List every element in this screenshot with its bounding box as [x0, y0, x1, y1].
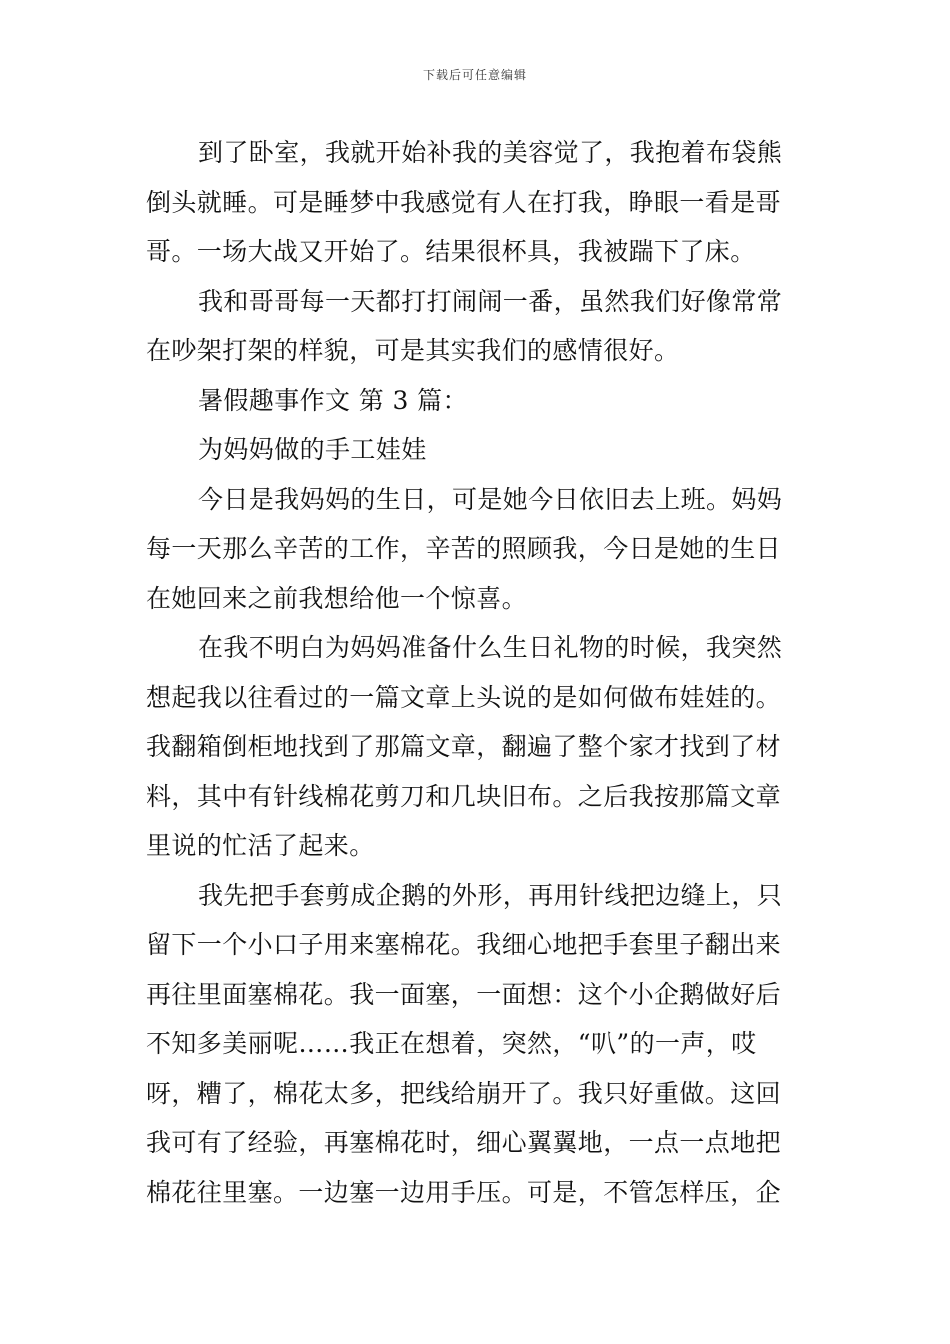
text-line: 呀，糟了，棉花太多，把线给崩开了。我只好重做。这回	[146, 1078, 782, 1108]
text-line: 想起我以往看过的一篇文章上头说的是如何做布娃娃的。	[146, 682, 782, 712]
text-line: 哥。一场大战又开始了。结果很杯具，我被踹下了床。	[146, 237, 756, 266]
text-line: 我可有了经验，再塞棉花时，细心翼翼地，一点一点地把	[146, 1128, 782, 1157]
text-line: 我和哥哥每一天都打打闹闹一番，虽然我们好像常常	[198, 286, 783, 316]
document-body	[146, 128, 810, 1217]
text-line: 每一天那么辛苦的工作，辛苦的照顾我，今日是她的生日	[146, 534, 782, 563]
text-line: 倒头就睡。可是睡梦中我感觉有人在打我，睁眼一看是哥	[146, 187, 782, 217]
text-line: 料，其中有针线棉花剪刀和几块旧布。之后我按那篇文章	[146, 781, 782, 811]
section-heading: 暑假趣事作文 第 3 篇：	[198, 385, 468, 415]
text-line: 我翻箱倒柜地找到了那篇文章，翻遍了整个家才找到了材	[146, 732, 782, 761]
text-line: 在她回来之前我想给他一个惊喜。	[146, 583, 528, 613]
text-line: 再往里面塞棉花。我一面塞，一面想：这个小企鹅做好后	[146, 979, 782, 1009]
text-line: 在我不明白为妈妈准备什么生日礼物的时候，我突然	[198, 633, 783, 662]
text-line: 棉花往里塞。一边塞一边用手压。可是，不管怎样压，企	[146, 1177, 782, 1207]
text-line: 留下一个小口子用来塞棉花。我细心地把手套里子翻出来	[146, 930, 782, 959]
page-header: 下载后可任意编辑	[422, 68, 527, 82]
text-line: 我先把手套剪成企鹅的外形，再用针线把边缝上，只	[198, 880, 783, 910]
text-line: 到了卧室，我就开始补我的美容觉了，我抱着布袋熊	[198, 138, 783, 167]
text-line: 今日是我妈妈的生日，可是她今日依旧去上班。妈妈	[198, 484, 783, 514]
text-line: 里说的忙活了起来。	[146, 831, 375, 860]
text-line: 在吵架打架的样貌，可是其实我们的感情很好。	[146, 336, 680, 365]
text-line: 不知多美丽呢……我正在想着，突然，“叭”的一声，哎	[146, 1029, 757, 1058]
essay-title: 为妈妈做的手工娃娃	[198, 435, 427, 464]
